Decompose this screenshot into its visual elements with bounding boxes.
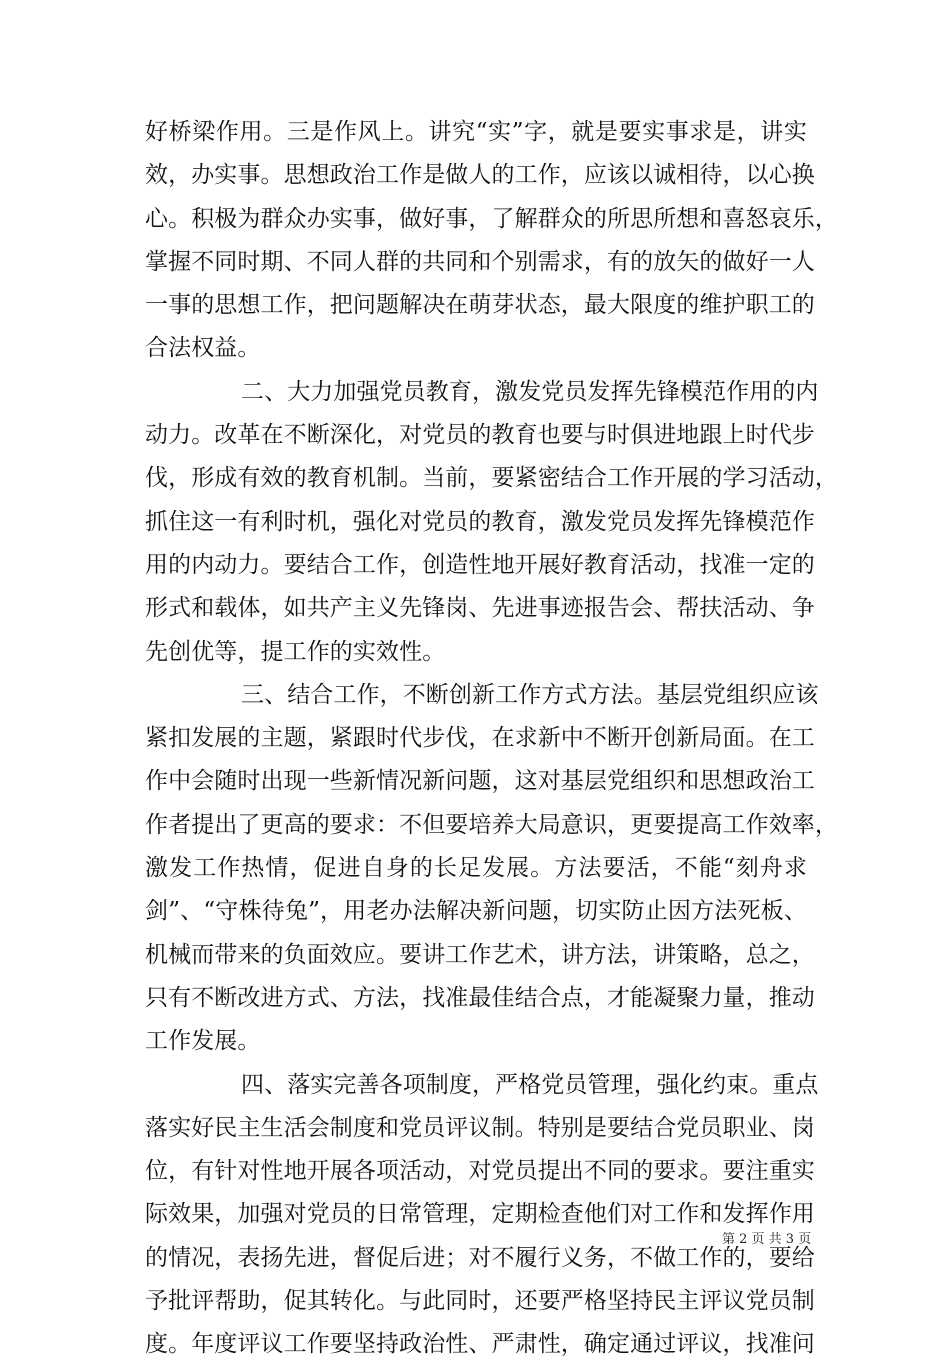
text-line-1: 好桥梁作用。三是作风上。讲究“实”字，就是要实事求是，讲实	[145, 119, 807, 145]
section-heading-2: 二、大力加强党员教育，激发党员发挥先锋模范作用的内	[241, 378, 819, 405]
text-line-13: 先创优等，提工作的实效性。	[145, 638, 446, 665]
section-heading-4: 四、落实完善各项制度，严格党员管理，强化约束。重点	[241, 1071, 819, 1098]
text-line-19: 剑”、“守株待兔”，用老办法解决新问题，切实防止因方法死板、	[145, 898, 807, 925]
section-heading-3: 三、结合工作，不断创新工作方式方法。基层党组织应该	[241, 681, 819, 708]
text-line-24: 落实好民主生活会制度和党员评议制。特别是要结合党员职业、岗	[145, 1114, 815, 1141]
text-line-20: 机械而带来的负面效应。要讲工作艺术，讲方法，讲策略，总之，	[145, 941, 815, 968]
text-line-25: 位，有针对性地开展各项活动，对党员提出不同的要求。要注重实	[145, 1158, 815, 1185]
text-line-29: 度。年度评议工作要坚持政治性、严肃性，确定通过评议，找准问	[145, 1331, 815, 1358]
text-line-18: 激发工作热情，促进自身的长足发展。方法要活，不能“刻舟求	[145, 855, 807, 882]
text-line-6: 合法权益。	[145, 335, 261, 362]
text-line-2: 效，办实事。思想政治工作是做人的工作，应该以诚相待，以心换	[145, 162, 815, 189]
text-line-17: 作者提出了更高的要求：不但要培养大局意识，更要提高工作效率，	[145, 811, 838, 838]
text-line-15: 紧扣发展的主题，紧跟时代步伐，在求新中不断开创新局面。在工	[145, 725, 815, 752]
text-line-3: 心。积极为群众办实事，做好事，了解群众的所思所想和喜怒哀乐，	[145, 205, 838, 232]
text-line-9: 伐，形成有效的教育机制。当前，要紧密结合工作开展的学习活动，	[145, 465, 838, 492]
text-line-26: 际效果，加强对党员的日常管理，定期检查他们对工作和发挥作用	[145, 1201, 815, 1228]
text-line-21: 只有不断改进方式、方法，找准最佳结合点，才能凝聚力量，推动	[145, 984, 815, 1011]
text-line-27: 的情况，表扬先进，督促后进；对不履行义务，不做工作的，要给	[145, 1244, 815, 1271]
text-line-12: 形式和载体，如共产主义先锋岗、先进事迹报告会、帮扶活动、争	[145, 595, 815, 622]
text-line-8: 动力。改革在不断深化，对党员的教育也要与时俱进地跟上时代步	[145, 422, 815, 449]
text-line-28: 予批评帮助，促其转化。与此同时，还要严格坚持民主评议党员制	[145, 1288, 815, 1315]
text-line-22: 工作发展。	[145, 1028, 261, 1055]
text-line-10: 抓住这一有利时机，强化对党员的教育，激发党员发挥先锋模范作	[145, 508, 815, 535]
text-line-4: 掌握不同时期、不同人群的共同和个别需求，有的放矢的做好一人	[145, 248, 815, 275]
text-line-5: 一事的思想工作，把问题解决在萌芽状态，最大限度的维护职工的	[145, 292, 815, 319]
text-line-16: 作中会随时出现一些新情况新问题，这对基层党组织和思想政治工	[145, 768, 815, 795]
page-number-footer: 第 2 页 共 3 页	[722, 1232, 812, 1247]
text-line-11: 用的内动力。要结合工作，创造性地开展好教育活动，找准一定的	[145, 551, 815, 578]
document-body	[145, 111, 838, 1367]
